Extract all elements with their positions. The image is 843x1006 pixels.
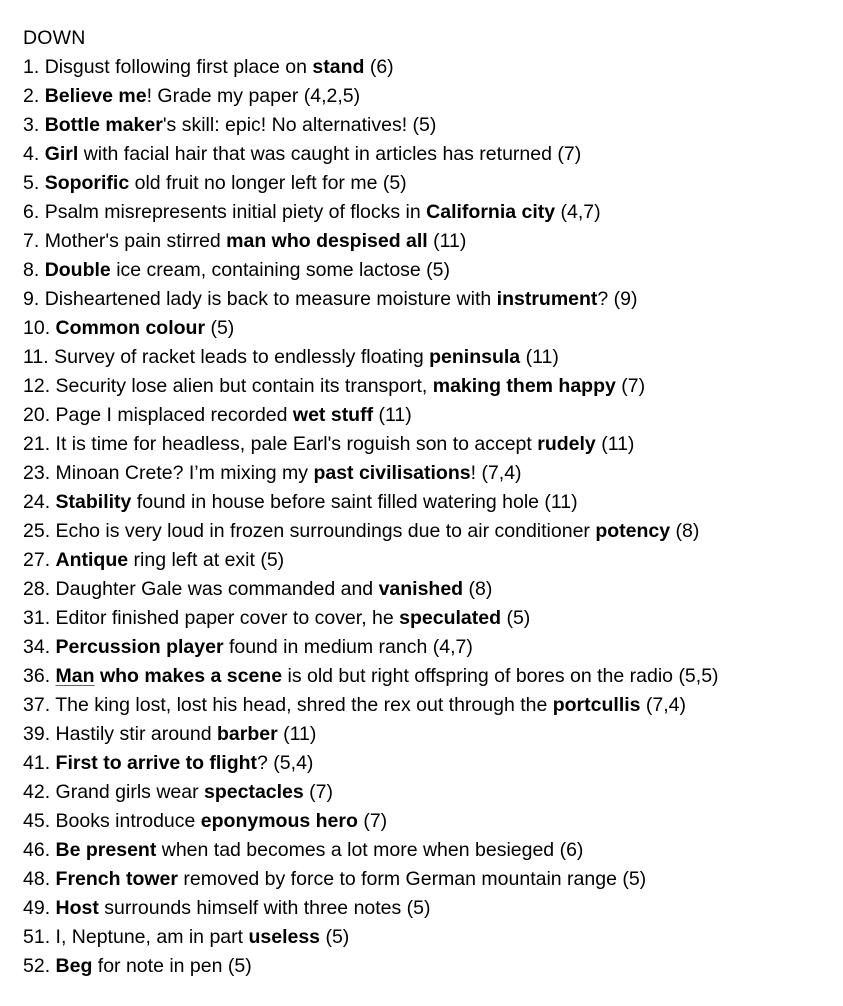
clue-text: when tad becomes a lot more when besieged (6) [156,839,584,861]
clue-text: surrounds himself with three notes (5) [98,897,431,919]
clue-text: (11) [520,346,559,368]
clue-line [23,169,833,198]
clue-text: Hastily stir around [55,723,218,745]
clue-definition: barber [217,723,278,745]
clue-definition: Common colour [55,317,206,339]
clue-line [23,691,833,720]
clue-number: 51. [23,926,51,948]
clue-text: The king lost, lost his head, shred the rex out through the [55,694,553,716]
clue-text: removed by force to form German mountain range (5) [177,868,647,890]
clue-text: Survey of racket leads to endlessly floating [54,346,430,368]
clue-definition: Stability [55,491,132,513]
clue-text: Page I misplaced recorded [55,404,293,426]
clue-text: found in medium ranch (4,7) [223,636,473,658]
clue-line [23,836,833,865]
clue-text: ! Grade my paper (4,2,5) [146,85,361,107]
clue-line [23,546,833,575]
clue-number: 48. [23,868,51,890]
clue-line [23,865,833,894]
clue-text: ? (5,4) [257,752,314,774]
clue-text: Disgust following first place on [44,56,313,78]
clue-definition: instrument [496,288,598,310]
clue-number: 10. [23,317,51,339]
clue-text: (8) [670,520,700,542]
clue-definition: eponymous hero [200,810,358,832]
clue-text: I, Neptune, am in part [55,926,249,948]
clue-text: Mother's pain stirred [44,230,227,252]
clue-definition: Percussion player [55,636,224,658]
clue-number: 37. [23,694,51,716]
clue-text: ? (9) [597,288,638,310]
clue-definition: portcullis [552,694,641,716]
clue-number: 7. [23,230,40,252]
clue-definition: stand [312,56,365,78]
clue-number: 21. [23,433,51,455]
clue-text: Daughter Gale was commanded and [55,578,379,600]
clue-definition: Man [55,665,95,687]
clue-number: 46. [23,839,51,861]
document-page [23,24,833,981]
clue-line [23,314,833,343]
clue-text: ring left at exit (5) [128,549,285,571]
clue-text: is old but right offspring of bores on the radio (5,5) [282,665,719,687]
clue-text: (7) [303,781,333,803]
clue-definition: California city [426,201,556,223]
clue-text: (8) [463,578,493,600]
clue-text: Grand girls wear [55,781,204,803]
clue-number: 11. [23,346,49,368]
clue-line [23,720,833,749]
clue-number: 1. [23,56,40,78]
clue-text: (5) [205,317,235,339]
clue-definition: spectacles [204,781,304,803]
clue-text: (6) [364,56,394,78]
clue-text: (11) [277,723,317,745]
clue-definition: First to arrive to flight [55,752,258,774]
clue-number: 28. [23,578,51,600]
clue-line [23,111,833,140]
clue-text: Security lose alien but contain its transport, [55,375,433,397]
clue-line [23,401,833,430]
clue-number: 3. [23,114,40,136]
clue-text: Disheartened lady is back to measure moisture with [44,288,497,310]
clue-definition: useless [248,926,321,948]
clue-definition: vanished [378,578,464,600]
clue-text: for note in pen (5) [92,955,252,977]
clue-definition: Bottle maker [44,114,163,136]
clue-text: (5) [320,926,350,948]
clue-number: 6. [23,201,40,223]
clue-text: (7,4) [640,694,687,716]
clue-number: 20. [23,404,51,426]
clue-line [23,517,833,546]
clue-line [23,343,833,372]
clue-definition: Believe me [44,85,147,107]
clue-text: Minoan Crete? I’m mixing my [55,462,314,484]
clue-number: 41. [23,752,51,774]
clue-number: 49. [23,897,51,919]
clue-definition: Antique [55,549,129,571]
clue-number: 45. [23,810,51,832]
clue-text: with facial hair that was caught in articles has returned (7) [78,143,582,165]
clue-list [23,53,833,981]
clue-definition: past civilisations [313,462,471,484]
clue-line [23,430,833,459]
clue-text: (5) [501,607,531,629]
clue-definition: rudely [537,433,596,455]
clue-definition: making them happy [432,375,616,397]
section-heading: DOWN [23,27,86,49]
clue-line [23,575,833,604]
clue-text: (7) [357,810,388,832]
clue-text: ! (7,4) [470,462,522,484]
clue-number: 25. [23,520,51,542]
clue-number: 24. [23,491,51,513]
clue-line [23,778,833,807]
clue-definition: speculated [399,607,502,629]
clue-definition: peninsula [429,346,521,368]
clue-line [23,198,833,227]
clue-text: 's skill: epic! No alternatives! (5) [162,114,437,136]
clue-text: (11) [595,433,635,455]
clue-text: Psalm misrepresents initial piety of flocks in [44,201,427,223]
clue-number: 52. [23,955,51,977]
clue-number: 4. [23,143,40,165]
clue-line [23,82,833,111]
clue-definition: Soporific [44,172,130,194]
clue-line [23,662,833,691]
clue-line [23,227,833,256]
clue-line [23,923,833,952]
clue-number: 9. [23,288,40,310]
clue-number: 34. [23,636,51,658]
clue-line [23,285,833,314]
clue-text: Echo is very loud in frozen surroundings due to air conditioner [55,520,596,542]
clue-text: Editor finished paper cover to cover, he [55,607,400,629]
clue-line [23,749,833,778]
clue-definition: Double [44,259,111,281]
clue-line [23,633,833,662]
clue-definition: Girl [44,143,79,165]
clue-number: 8. [23,259,40,281]
clue-number: 36. [23,665,51,687]
clue-text: found in house before saint filled watering hole (11) [131,491,578,513]
clue-line [23,952,833,981]
clue-definition: wet stuff [292,404,374,426]
clue-definition: Beg [55,955,93,977]
clue-text: (4,7) [555,201,601,223]
clue-line [23,372,833,401]
clue-text: Books introduce [55,810,201,832]
clue-number: 27. [23,549,51,571]
clue-number: 12. [23,375,51,397]
clue-line [23,53,833,82]
clue-number: 39. [23,723,51,745]
clue-number: 23. [23,462,51,484]
clue-line [23,459,833,488]
clue-line [23,256,833,285]
clue-text: ice cream, containing some lactose (5) [110,259,451,281]
clue-definition: French tower [55,868,178,890]
clue-definition: potency [595,520,671,542]
clue-line [23,807,833,836]
clue-text: old fruit no longer left for me (5) [129,172,407,194]
clue-line [23,604,833,633]
clue-definition: man who despised all [226,230,428,252]
clue-line [23,488,833,517]
clue-number: 2. [23,85,40,107]
clue-definition: Be present [55,839,157,861]
clue-number: 31. [23,607,51,629]
clue-line [23,894,833,923]
clue-text: (11) [373,404,412,426]
clue-text: (11) [427,230,467,252]
clue-definition: who makes a scene [94,665,283,687]
clue-number: 42. [23,781,51,803]
clue-definition: Host [55,897,99,919]
clue-text: It is time for headless, pale Earl's roguish son to accept [55,433,538,455]
clue-line [23,140,833,169]
clue-number: 5. [23,172,40,194]
clue-text: (7) [615,375,646,397]
